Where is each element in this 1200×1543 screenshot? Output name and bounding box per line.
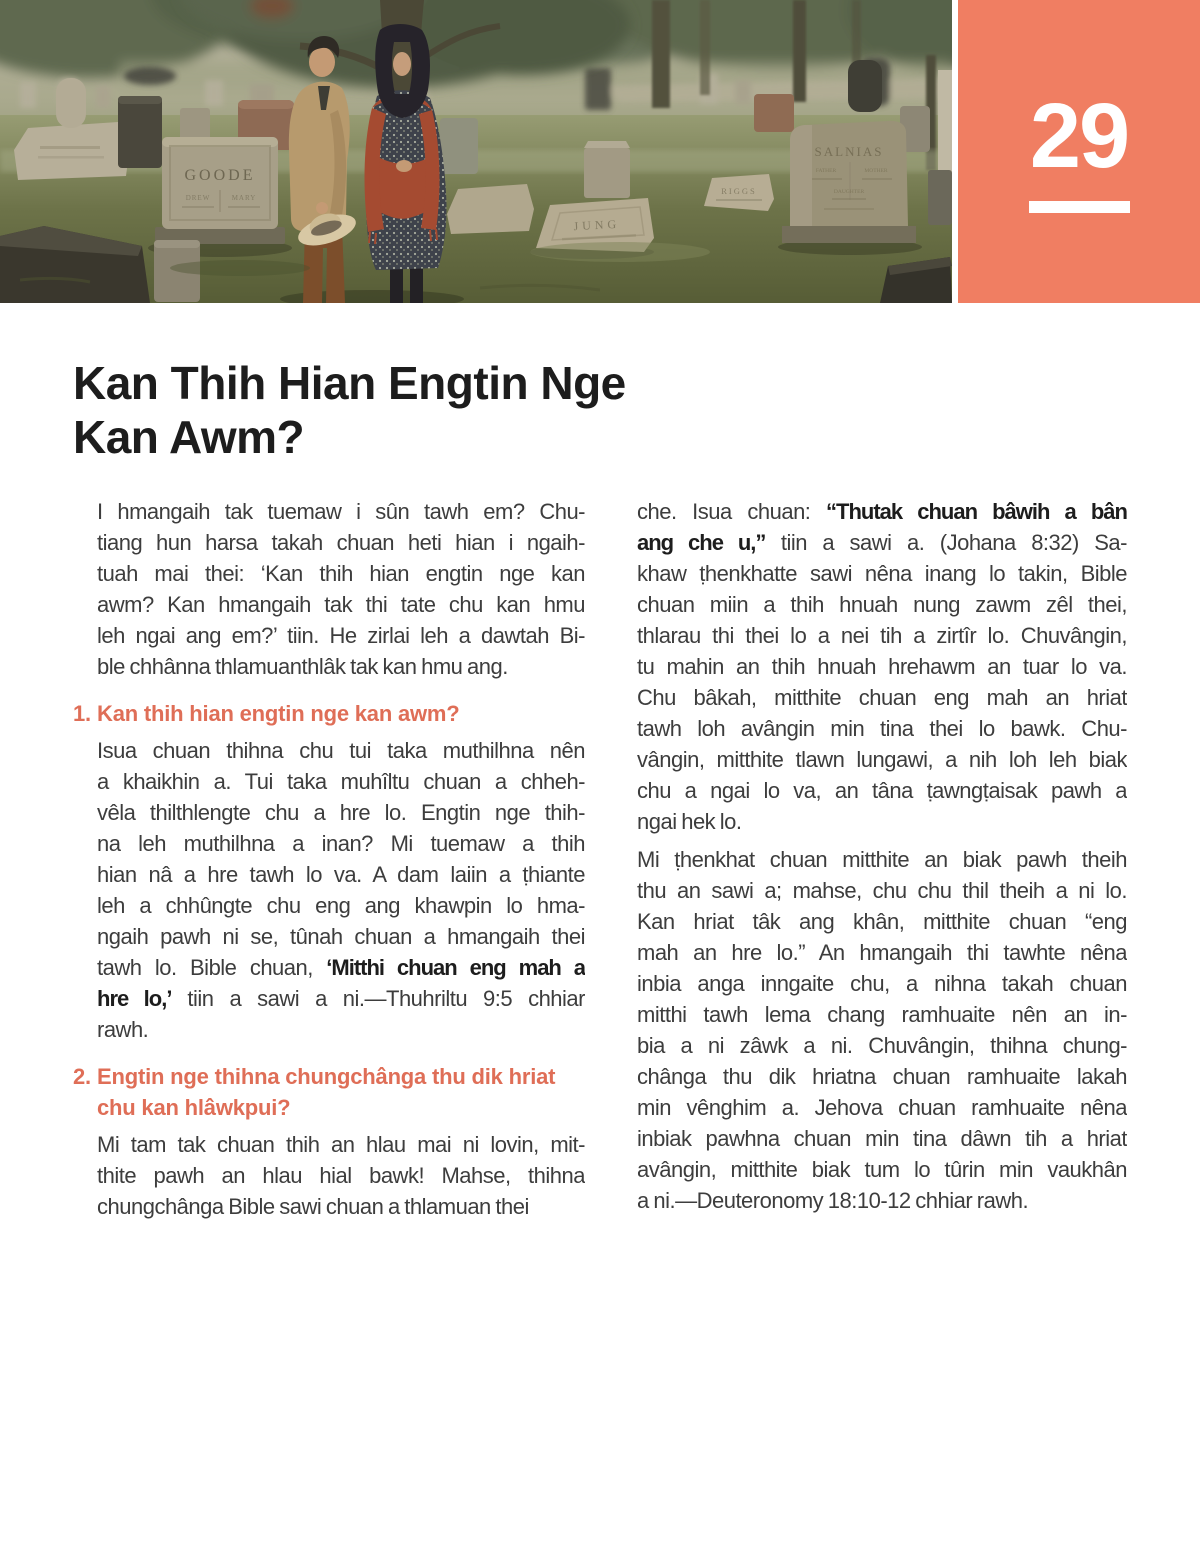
gravestone-name-jung: JUNG — [573, 216, 621, 234]
column-left — [73, 496, 585, 1222]
section-subheading: 2. Engtin nge thihna chungchânga thu dik hriat chu kan hlâwkpui? — [73, 1061, 585, 1123]
page-title-line-1: Kan Thih Hian Engtin Nge — [73, 357, 626, 409]
page-title-line-2: Kan Awm? — [73, 411, 305, 463]
chapter-number-block — [958, 0, 1200, 303]
cemetery-photo-illustration — [0, 0, 952, 303]
body-paragraph: I hmangaih tak tuemaw i sûn tawh em? Chu- tiang hun harsa takah chuan heti hian i ngaih- tuah mai thei: ‘Kan thih hian engtin nge kan awm? Kan hmangaih tak thi tate chu kan hmu leh ngai ang em?’ tiin. He zirlai leh a dawtah Bi- ble chhânna thlamuanthlâk tak kan hmu ang. — [97, 499, 585, 679]
gravestone-goode-right: MARY — [231, 194, 257, 202]
gravestone-salnias — [778, 121, 922, 255]
body-paragraph: Isua chuan thihna chu tui taka muthilhna nên a khaikhin a. Tui taka muhîltu chuan a chheh- vêla thilthlengte chu a hre lo. Engtin nge thih- na leh muthilhna a inan? Mi tuemaw a thih hian nâ a hre tawh lo va. A dam laiin a ṭhiante leh a chhûngte chu eng ang khawpin lo hma- ngaih pawh ni se, tûnah chuan a hmangaih thei tawh lo. Bible chuan, ‘Mitthi chuan eng mah a hre lo,’ tiin a sawi a ni.—Thuhriltu 9:5 chhiar rawh. — [97, 738, 585, 1042]
gravestone-goode — [148, 137, 292, 257]
subheading-number: 1. — [73, 701, 91, 726]
section-subheading: 1. Kan thih hian engtin nge kan awm? — [73, 698, 585, 729]
column-right — [613, 496, 1127, 1222]
chapter-underline — [1029, 201, 1130, 213]
gravestone-salnias-right: MOTHER — [864, 168, 888, 174]
chapter-number: 29 — [1029, 85, 1129, 187]
gravestone-name-goode: GOODE — [184, 167, 256, 184]
body-paragraph: che. Isua chuan: “Thutak chuan bâwih a bân ang che u,” tiin a sawi a. (Johana 8:32) Sa- khaw ṭhenkhatte sawi nêna inang lo takin, Bible chuan miin a thih hnuah nung zawm zêl thei, thlarau thi thei lo a nei tih a zirtîr lo. Chuvângin, tu mahin an thih hnuah hrehawm an tuar lo va. Chu bâkah, mitthite chuan eng mah an hriat tawh loh avângin min tina thei lo bawk. Chu- vângin, mitthite tlawn lungawi, a nih loh leh biak chu a ngai lo va, an tâna ṭawngṭaisak pawh a ngai hek lo. — [637, 499, 1127, 834]
gravestone-salnias-left: FATHER — [815, 168, 837, 174]
gravestone-name-salnias: SALNIAS — [814, 144, 884, 159]
subheading-number: 2. — [73, 1064, 91, 1089]
body-paragraph: Mi ṭhenkhat chuan mitthite an biak pawh theih thu an sawi a; mahse, chu chu thil theih a ni lo. Kan hriat tâk ang khân, mitthite chuan “eng mah an hre lo.” An hmangaih thi tawhte nêna inbia anga inngaite chu, a nihna takah chuan mitthi tawh lema chang ramhuaite nên an in- bia a ni zâwk a ni. Chuvângin, thihna chung- chânga thu dik hriatna chuan ramhuaite lakah min vênghim a. Jehova chuan ramhuaite nêna inbiak pawhna chuan min tina dâwn tih a hriat avângin, mitthite biak tum lo tûrin min vaukhân a ni.—Deuteronomy 18:10-12 chhiar rawh. — [637, 847, 1127, 1213]
gravestone-name-riggs: RIGGS — [721, 186, 757, 196]
gravestone-salnias-bottom: DAUGHTER — [833, 189, 865, 195]
body-paragraph: Mi tam tak chuan thih an hlau mai ni lovin, mit- thite pawh an hlau hial bawk! Mahse, thihna chungchânga Bible sawi chuan a thlamuan thei — [97, 1132, 585, 1219]
page-title — [73, 356, 1128, 464]
gravestone-goode-left: DREW — [185, 194, 211, 202]
cemetery-photo — [0, 0, 952, 303]
page-header — [0, 0, 1200, 303]
gravestone-riggs — [704, 174, 774, 211]
article-body — [0, 496, 1200, 1222]
